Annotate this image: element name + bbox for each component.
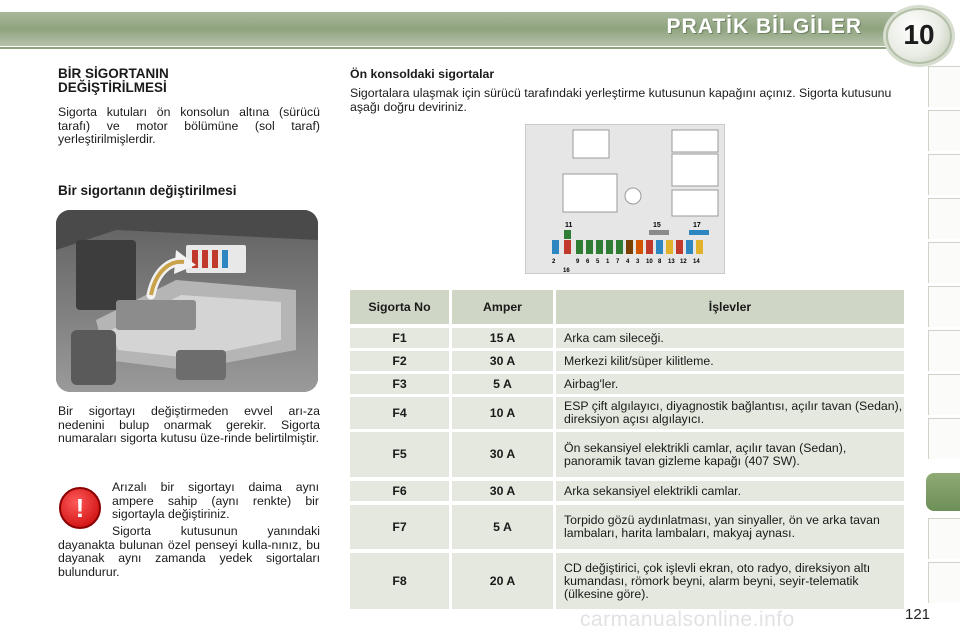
table-row bbox=[350, 374, 904, 394]
fuse-function: Merkezi kilit/süper kilitleme. bbox=[556, 351, 904, 371]
chapter-tab[interactable] bbox=[928, 330, 960, 371]
tip-text-body: Sigorta kutusunun yanındaki dayanakta bulunan özel penseyi kulla-nınız, bu dayanak aynı zamanda yedek sigortaları bulundurur. bbox=[58, 524, 320, 579]
column-header: Sigorta No bbox=[350, 290, 449, 324]
subsection-title: Bir sigortanın değiştirilmesi bbox=[58, 183, 237, 198]
table-row bbox=[350, 432, 904, 477]
warning-icon bbox=[59, 487, 101, 529]
fuse-number: F2 bbox=[350, 351, 449, 371]
chapter-tab[interactable] bbox=[928, 286, 960, 327]
section-title-line: DEĞİŞTİRİLMESİ bbox=[58, 80, 167, 95]
table-row bbox=[350, 397, 904, 429]
fuse-amperage: 20 A bbox=[452, 553, 553, 609]
fuse-function: Torpido gözü aydınlatması, yan sinyaller, ön ve arka tavan lambaları, harita lambaları, makyaj aynası. bbox=[556, 505, 904, 549]
fuse-amperage: 15 A bbox=[452, 328, 553, 348]
table-header-row bbox=[350, 290, 904, 324]
fuse-number: F4 bbox=[350, 397, 449, 429]
chapter-badge bbox=[886, 8, 952, 64]
fuse-function: ESP çift algılayıcı, diyagnostik bağlantısı, açılır tavan (Sedan), direksiyon açısı algılayıcı. bbox=[556, 397, 904, 429]
fuse-label: 8 bbox=[658, 259, 662, 265]
exclamation-icon: ! bbox=[75, 493, 85, 523]
fuse-label: 12 bbox=[680, 259, 687, 265]
fuse-label: 4 bbox=[626, 259, 630, 265]
fuse-function: Arka cam sileceği. bbox=[556, 328, 904, 348]
page-header bbox=[0, 0, 960, 62]
header-rule bbox=[0, 47, 890, 49]
fuse-amperage: 30 A bbox=[452, 351, 553, 371]
fuse-amperage: 30 A bbox=[452, 432, 553, 477]
chapter-tab[interactable] bbox=[928, 518, 960, 559]
page-number: 121 bbox=[905, 606, 931, 623]
fuse-number: F5 bbox=[350, 432, 449, 477]
fuse-function: Airbag'ler. bbox=[556, 374, 904, 394]
fuse-function: Ön sekansiyel elektrikli camlar, açılır tavan (Sedan), panoramik tavan gizleme kapağı (407 SW). bbox=[556, 432, 904, 477]
chapter-tab[interactable] bbox=[928, 374, 960, 415]
tip-text bbox=[58, 525, 320, 579]
fuse-amperage: 5 A bbox=[452, 505, 553, 549]
fuse-number: F7 bbox=[350, 505, 449, 549]
fuse-label: 11 bbox=[565, 222, 573, 229]
fuse-amperage: 10 A bbox=[452, 397, 553, 429]
column-header: Amper bbox=[452, 290, 553, 324]
fuse-number: F6 bbox=[350, 481, 449, 501]
fuse-label: 1 bbox=[606, 259, 610, 265]
fuse-label: 16 bbox=[563, 268, 570, 274]
table-row bbox=[350, 351, 904, 371]
column-header: İşlevler bbox=[556, 290, 904, 324]
intro-paragraph: Sigorta kutuları ön konsolun altına (sürücü tarafı) ve motor bölümüne (sol taraf) yerleştirilmişlerdir. bbox=[58, 105, 320, 146]
chapter-tab[interactable] bbox=[928, 66, 960, 107]
fuse-label: 13 bbox=[668, 259, 675, 265]
fuse-label: 15 bbox=[653, 222, 661, 229]
chapter-tab[interactable] bbox=[928, 110, 960, 151]
fusebox-diagram bbox=[525, 124, 725, 274]
fuse-function: Arka sekansiyel elektrikli camlar. bbox=[556, 481, 904, 501]
fuse-label: 7 bbox=[616, 259, 620, 265]
replace-fuse-paragraph: Bir sigortayı değiştirmeden evvel arı-za nedenini bulup onarmak gerekir. Sigorta numaraları sigorta kutusu üze-rinde belirtilmiştir. bbox=[58, 404, 320, 445]
table-row bbox=[350, 328, 904, 348]
chapter-tab[interactable] bbox=[928, 198, 960, 239]
front-console-fuses-title: Ön konsoldaki sigortalar bbox=[350, 67, 495, 81]
table-row bbox=[350, 481, 904, 501]
watermark: carmanualsonline.info bbox=[580, 608, 795, 631]
fuse-label: 9 bbox=[576, 259, 580, 265]
chapter-tab[interactable] bbox=[928, 242, 960, 283]
fuse-number: F8 bbox=[350, 553, 449, 609]
chapter-tab[interactable] bbox=[928, 154, 960, 195]
page-title: PRATİK BİLGİLER bbox=[666, 15, 862, 38]
chapter-tab[interactable] bbox=[928, 562, 960, 603]
fuse-label: 2 bbox=[552, 259, 556, 265]
fuse-label: 17 bbox=[693, 222, 701, 229]
fuse-label: 10 bbox=[646, 259, 653, 265]
fuse-function: CD değiştirici, çok işlevli ekran, oto radyo, direksiyon altı kumandası, römork beyni, alarm beyni, seyir-telematik (ülkesine göre). bbox=[556, 553, 904, 609]
table-row bbox=[350, 553, 904, 609]
fuse-amperage: 30 A bbox=[452, 481, 553, 501]
fuse-pliers-illustration bbox=[56, 210, 318, 392]
front-console-intro: Sigortalara ulaşmak için sürücü tarafındaki yerleştirme kutusunun kapağını açınız. Sigorta kutusunu aşağı doğru deviriniz. bbox=[350, 86, 892, 114]
section-title-line: BİR SİGORTANIN bbox=[58, 66, 169, 81]
fuse-number: F1 bbox=[350, 328, 449, 348]
warning-text: Arızalı bir sigortayı daima aynı ampere sahip (aynı renkte) bir sigortayla değiştiriniz. bbox=[112, 480, 319, 521]
fusebox-drawing bbox=[525, 124, 725, 274]
fuse-label: 14 bbox=[693, 259, 700, 265]
fuse-amperage: 5 A bbox=[452, 374, 553, 394]
active-chapter-tab[interactable] bbox=[926, 473, 960, 511]
fuse-label: 3 bbox=[636, 259, 640, 265]
fuse-label: 6 bbox=[586, 259, 590, 265]
chapter-number: 10 bbox=[903, 19, 935, 50]
table-row bbox=[350, 505, 904, 549]
fuse-pliers-photo bbox=[56, 210, 318, 392]
fuse-number: F3 bbox=[350, 374, 449, 394]
section-title bbox=[58, 67, 318, 95]
chapter-tab[interactable] bbox=[928, 418, 960, 459]
fuse-label: 5 bbox=[596, 259, 600, 265]
